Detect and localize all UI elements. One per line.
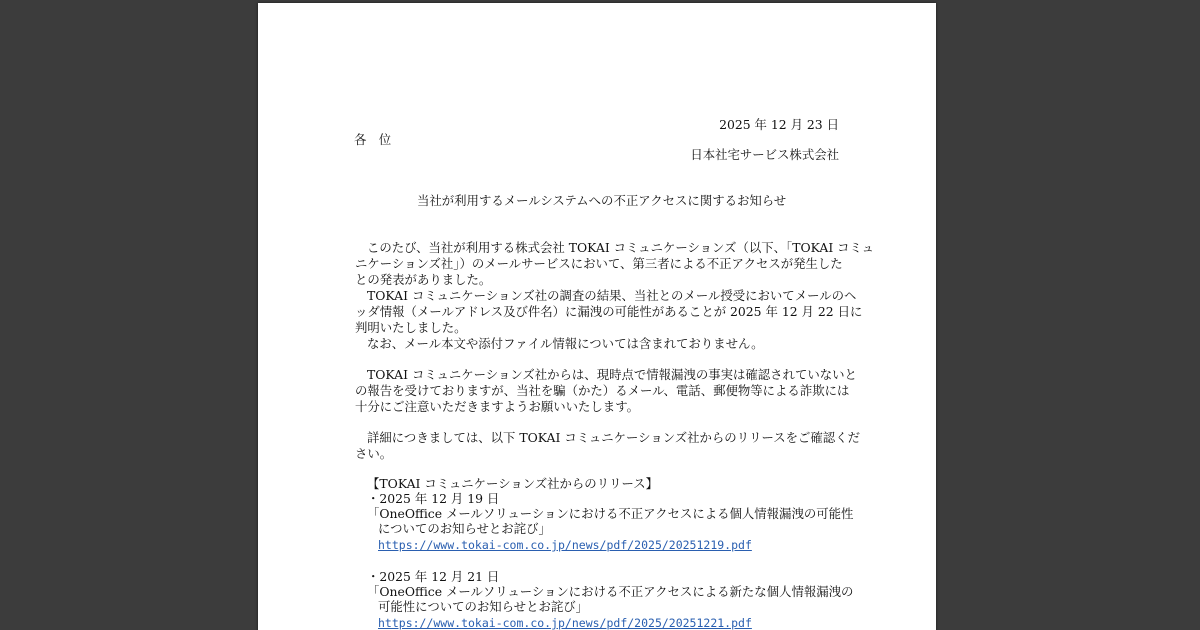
release-date: ・2025 年 12 月 19 日 <box>367 491 500 506</box>
company-name: 日本社宅サービス株式会社 <box>690 147 839 162</box>
paragraph-line: さい。 <box>355 446 393 461</box>
document-page <box>258 3 936 630</box>
release-title-line: 「OneOffice メールソリューションにおける不正アクセスによる個人情報漏洩の可能性 <box>367 506 854 521</box>
paragraph-line: なお、メール本文や添付ファイル情報については含まれておりません。 <box>367 336 764 351</box>
paragraph-line: 判明いたしました。 <box>355 320 467 335</box>
paragraph-line: 詳細につきましては、以下 TOKAI コミュニケーションズ社からのリリースをご確認くだ <box>367 430 860 445</box>
release-title-line: 可能性についてのお知らせとお詫び」 <box>378 599 589 614</box>
paragraph-line: との発表がありました。 <box>355 272 492 287</box>
paragraph-line: の報告を受けておりますが、当社を騙（かた）るメール、電話、郵便物等による詐欺には <box>355 383 850 398</box>
paragraph-line: TOKAI コミュニケーションズ社からは、現時点で情報漏洩の事実は確認されていないと <box>367 367 857 382</box>
release-title-line: 「OneOffice メールソリューションにおける不正アクセスによる新たな個人情報漏洩の <box>367 584 854 599</box>
paragraph-line: ッダ情報（メールアドレス及び件名）に漏洩の可能性があることが 2025 年 12 月 22 日に <box>355 304 863 319</box>
release-date: ・2025 年 12 月 21 日 <box>367 569 500 584</box>
addressee: 各 位 <box>354 132 392 147</box>
paragraph-line: このたび、当社が利用する株式会社 TOKAI コミュニケーションズ（以下、「TOKAI コミュ <box>367 240 875 255</box>
paragraph-line: TOKAI コミュニケーションズ社の調査の結果、当社とのメール授受においてメールのヘ <box>367 288 857 303</box>
document-title: 当社が利用するメールシステムへの不正アクセスに関するお知らせ <box>417 193 787 208</box>
releases-heading: 【TOKAI コミュニケーションズ社からのリリース】 <box>367 476 659 491</box>
release-link[interactable]: https://www.tokai-com.co.jp/news/pdf/2025/20251221.pdf <box>378 616 752 630</box>
document-date: 2025 年 12 月 23 日 <box>719 117 839 132</box>
paragraph-line: 十分にご注意いただきますようお願いいたします。 <box>355 399 639 414</box>
paragraph-line: ニケーションズ社」）のメールサービスにおいて、第三者による不正アクセスが発生した <box>355 256 843 271</box>
release-link[interactable]: https://www.tokai-com.co.jp/news/pdf/2025/20251219.pdf <box>378 538 752 552</box>
release-title-line: についてのお知らせとお詫び」 <box>378 521 551 536</box>
